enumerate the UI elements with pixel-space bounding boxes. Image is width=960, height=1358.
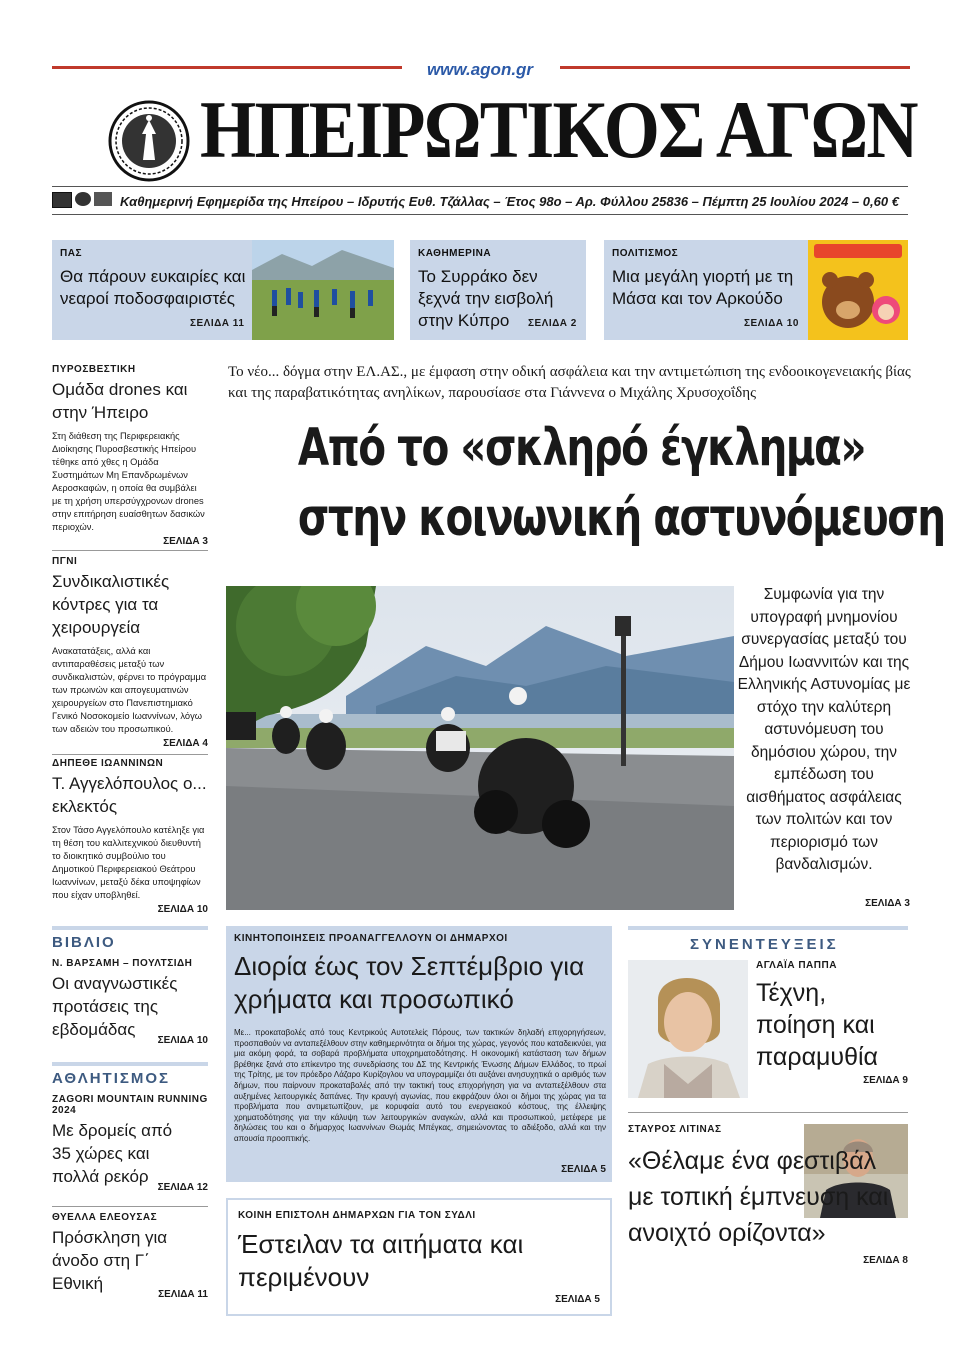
left-story-pgni[interactable] bbox=[52, 556, 208, 749]
interviews-section-heading: ΣΥΝΕΝΤΕΥΞΕΙΣ bbox=[690, 936, 839, 953]
lead-intro: Το νέο... δόγμα στην ΕΛ.ΑΣ., με έμφαση στην οδική ασφάλεια και την αντιμετώπιση της ενδοοικογενειακής βίας και της παραβατικότητας ανηλίκων, παρουσίασε στα Γιάννενα ο Μιχάλης Χρυσοχοΐδης bbox=[228, 364, 911, 401]
left-story-dipethe[interactable] bbox=[52, 758, 208, 915]
lead-page: ΣΕΛΙΔΑ 3 bbox=[865, 898, 910, 909]
masha-bear-poster bbox=[808, 240, 908, 340]
interviews-bar bbox=[628, 926, 908, 930]
story-label: Ν. ΒΑΡΣΑΜΗ – ΠΟΥΛΤΣΙΔΗ bbox=[52, 958, 193, 969]
lead-headline-line-2[interactable]: στην κοινωνική αστυνόμευση bbox=[297, 488, 945, 548]
masthead-title[interactable]: ΗΠΕΙΡΩΤΙΚΟΣ ΑΓΩΝ bbox=[200, 84, 917, 175]
story-title: Έστειλαν τα αιτήματα και περιμένουν bbox=[238, 1229, 524, 1292]
story-title: Διορία έως τον Σεπτέμβριο για χρήματα και προσωπικό bbox=[234, 951, 585, 1014]
football-training-photo bbox=[252, 240, 394, 340]
divider bbox=[52, 550, 208, 551]
masthead-seal-logo bbox=[108, 100, 190, 182]
story-label: ΚΙΝΗΤΟΠΟΙΗΣΕΙΣ ΠΡΟΑΝΑΓΓΕΛΛΟΥΝ ΟΙ ΔΗΜΑΡΧΟΙ bbox=[234, 933, 508, 944]
teaser-politismos[interactable] bbox=[604, 240, 908, 340]
teaser-title: Το Συρράκο δεν ξεχνά την εισβολή στην Κύπρο bbox=[418, 267, 554, 330]
divider bbox=[52, 1206, 208, 1207]
sports-story-zagori[interactable] bbox=[52, 1094, 208, 1193]
story-label: ZAGORI MOUNTAIN RUNNING 2024 bbox=[52, 1094, 208, 1116]
teaser-page: ΣΕΛΙΔΑ 2 bbox=[528, 318, 577, 329]
dateline: Καθημερινή Εφημερίδα της Ηπείρου – Ιδρυτής Ευθ. Τζάλλας – Έτος 98ο – Αρ. Φύλλου 25836 – Πέμπτη 25 Ιουλίου 2024 – 0,60 € bbox=[120, 194, 899, 209]
joint-letter-story[interactable] bbox=[226, 1198, 612, 1316]
story-page: ΣΕΛΙΔΑ 3 bbox=[163, 536, 208, 547]
story-page: ΣΕΛΙΔΑ 4 bbox=[163, 738, 208, 749]
teaser-title: Θα πάρουν ευκαιρίες και νεαροί ποδοσφαιριστές bbox=[60, 267, 246, 308]
divider bbox=[52, 754, 208, 755]
teaser-label: ΠΟΛΙΤΙΣΜΟΣ bbox=[612, 248, 679, 259]
header-rule-left bbox=[52, 66, 402, 69]
lead-headline-line-1[interactable]: Από το «σκληρό έγκλημα» bbox=[297, 418, 865, 478]
story-title: Τ. Αγγελόπουλος ο... εκλεκτός bbox=[52, 774, 207, 816]
story-title: Συνδικαλιστικές κόντρες για τα χειρουργεία bbox=[52, 572, 170, 637]
story-body: Στη διάθεση της Περιφερειακής Διοίκησης Πυροσβεστικής Ηπείρου τέθηκε από χθες η Ομάδα Συστημάτων Μη Επανδρωμένων Αεροσκαφών, η οποία θα συμβάλει με τη χρήση υπερσύγχρονων drones στην επιτήρηση ευαίσθητων δασικών περιοχών. bbox=[52, 431, 205, 532]
story-title: Τέχνη, ποίηση και παραμυθία bbox=[756, 979, 879, 1071]
story-label: ΚΟΙΝΗ ΕΠΙΣΤΟΛΗ ΔΗΜΑΡΧΩΝ ΓΙΑ ΤΟΝ ΣΥΔΛΙ bbox=[238, 1210, 476, 1221]
story-page: ΣΕΛΙΔΑ 5 bbox=[555, 1294, 600, 1305]
teaser-page: ΣΕΛΙΔΑ 10 bbox=[744, 318, 799, 329]
lead-sidebar: Συμφωνία για την υπογραφή μνημονίου συνεργασίας μεταξύ του Δήμου Ιωαννιτών και της Ελληνικής Αστυνομίας με στόχο την καλύτερη αστυνόμευση του δημόσιου χώρου, την εμπέδωση του αισθήματος ασφάλειας των πολιτών και τον περιορισμό των βανδαλισμών. bbox=[737, 586, 911, 873]
press-icon bbox=[52, 192, 72, 208]
interview-pappa[interactable] bbox=[756, 960, 908, 1086]
dateline-icons bbox=[52, 192, 116, 208]
aglaia-pappa-portrait bbox=[628, 960, 748, 1098]
story-label: ΑΓΛΑΪΑ ΠΑΠΠΑ bbox=[756, 960, 837, 971]
website-url[interactable]: www.agon.gr bbox=[426, 60, 534, 79]
dateline-rule-top bbox=[52, 186, 908, 187]
divider bbox=[628, 1112, 908, 1113]
story-page: ΣΕΛΙΔΑ 10 bbox=[157, 1035, 208, 1046]
story-title: Πρόσκληση για άνοδο στη Γ΄ Εθνική bbox=[52, 1228, 168, 1293]
story-title: «Θέλαμε ένα φεστιβάλ με τοπική έμπνευση και ανοιχτό ορίζοντα» bbox=[628, 1147, 889, 1247]
story-label: ΘΥΕΛΛΑ ΕΛΕΟΥΣΑΣ bbox=[52, 1212, 158, 1223]
eiea-icon bbox=[94, 192, 112, 206]
mayors-story[interactable] bbox=[226, 926, 612, 1182]
story-title: Ομάδα drones και στην Ήπειρο bbox=[52, 380, 188, 422]
sports-bar bbox=[52, 1062, 208, 1066]
story-page: ΣΕΛΙΔΑ 11 bbox=[158, 1289, 208, 1300]
book-bar bbox=[52, 926, 208, 930]
story-body: Ανακατατάξεις, αλλά και αντιπαραθέσεις μεταξύ των συνδικαλιστών, φέρνει το πρόγραμμα των πρωινών και απογευματινών χειρουργείων στο Πανεπιστημιακό Γενικό Νοσοκομείο Ιωαννίνων, λόγω των αδειών του προσωπικού. bbox=[52, 646, 207, 734]
sports-section-heading: ΑΘΛΗΤΙΣΜΟΣ bbox=[52, 1070, 171, 1087]
story-label: ΣΤΑΥΡΟΣ ΛΙΤΙΝΑΣ bbox=[628, 1124, 722, 1135]
teaser-label: ΠΑΣ bbox=[60, 248, 82, 259]
dateline-rule-bottom bbox=[52, 214, 908, 215]
story-label: ΠΓΝΙ bbox=[52, 556, 78, 567]
police-motorcycles-photo bbox=[226, 586, 734, 910]
teaser-label: ΚΑΘΗΜΕΡΙΝΑ bbox=[418, 248, 492, 259]
story-label: ΔΗΠΕΘΕ ΙΩΑΝΝΙΝΩΝ bbox=[52, 758, 164, 769]
story-page: ΣΕΛΙΔΑ 12 bbox=[157, 1182, 208, 1193]
story-page: ΣΕΛΙΔΑ 9 bbox=[863, 1075, 908, 1086]
story-title: Με δρομείς από 35 χώρες και πολλά ρεκόρ bbox=[52, 1121, 173, 1186]
sports-story-thyella[interactable] bbox=[52, 1212, 208, 1300]
association-icon bbox=[75, 192, 91, 206]
story-page: ΣΕΛΙΔΑ 5 bbox=[561, 1164, 606, 1175]
story-body: Με... προκαταβολές από τους Κεντρικούς Αυτοτελείς Πόρους, των τακτικών δηλαδή επιχορηγήσεων, προσπαθούν να ανταπεξέλθουν στην καθημερινότητα οι δήμοι της χώρας, γεγονός που καταδεικνύει, για μια ακόμη φορά, τα σοβαρά προβλήματα υποχρηματοδότησης. Η οικονομική κατάσταση των δήμων βρέθηκε ξανά στο επίκεντρο της συνεδρίασης του ΔΣ της Κεντρικής Ένωσης Δήμων Ελλάδος, το πρωί της Τρίτης, με τον πρόεδρο Λάζαρο Κυρίζογλου να υπογραμμίζει ότι αυξάνει ανησυχητικά ο αριθμός των δήμων, που παίρνουν προκαταβολές από την τακτική τους επιχορήγηση για να ανταπεξέλθουν στα αυξημένες λειτουργικές δαπάνες. Την κραυγή αγωνίας, που εκφράζουν όλοι οι δήμοι της χώρας για τα προβλήματα που αντιμετωπίζουν, με κορυφαία αυτό του ενεργειακού κόστους, της έλλειψης χρηματοδότησης για την κάλυψη των λειτουργικών αναγκών, αλλά και προσωπικού, μετέφερε με δηλώσεις του και ο δήμαρχος Ιωαννίνων Θωμάς Μπέγκας, σημειώνοντας το αδιέξοδο, αλλά και την απουσία προοπτικής. bbox=[234, 1028, 606, 1143]
interview-litinas[interactable] bbox=[628, 1124, 908, 1266]
left-story-drones[interactable] bbox=[52, 364, 208, 547]
story-page: ΣΕΛΙΔΑ 8 bbox=[863, 1255, 908, 1266]
teaser-pas[interactable] bbox=[52, 240, 394, 340]
story-body: Στον Τάσο Αγγελόπουλο κατέληξε για τη θέση του καλλιτεχνικού διευθυντή το διοικητικό συμβούλιο του Δημοτικού Περιφερειακού Θεάτρου Ιωαννίνων, μεταξύ δέκα υποψηφίων που είχαν υποβληθεί. bbox=[52, 825, 205, 900]
book-story[interactable] bbox=[52, 958, 208, 1046]
book-section-heading: ΒΙΒΛΙΟ bbox=[52, 934, 116, 951]
header-rule-right bbox=[560, 66, 910, 69]
story-page: ΣΕΛΙΔΑ 10 bbox=[157, 904, 208, 915]
teaser-page: ΣΕΛΙΔΑ 11 bbox=[190, 318, 245, 329]
story-title: Οι αναγνωστικές προτάσεις της εβδομάδας bbox=[52, 974, 178, 1039]
story-label: ΠΥΡΟΣΒΕΣΤΙΚΗ bbox=[52, 364, 136, 375]
teaser-kathimerina[interactable] bbox=[410, 240, 586, 340]
teaser-title: Μια μεγάλη γιορτή με τη Μάσα και τον Αρκούδο bbox=[612, 267, 794, 308]
